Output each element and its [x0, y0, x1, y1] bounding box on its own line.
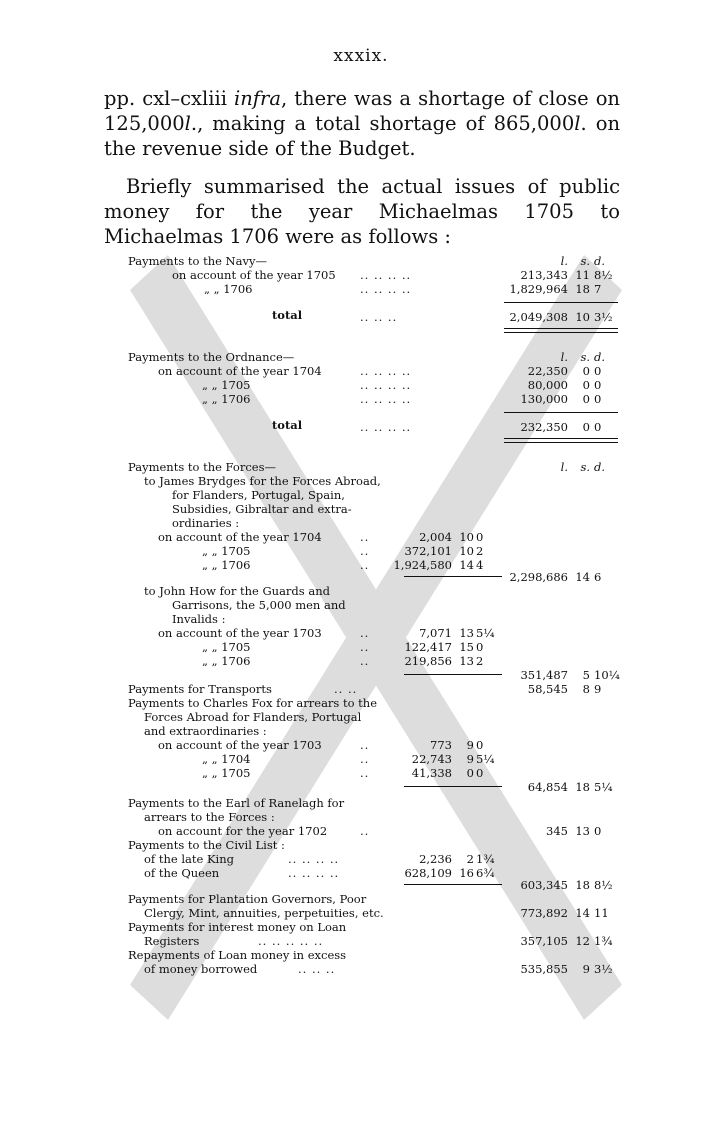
rule: [404, 576, 502, 577]
ordnance-heading: Payments to the Ordnance—: [128, 350, 295, 364]
how-line-1: to John How for the Guards and: [144, 584, 330, 598]
navy-row-1705-label: on account of the year 1705: [172, 268, 336, 282]
brydges-1704-label: on account of the year 1704: [158, 530, 322, 544]
double-rule: [504, 328, 618, 333]
leader-dots: .. .. .. ..: [360, 282, 412, 296]
forces-heading: Payments to the Forces—: [128, 460, 276, 474]
leader-dots: ..: [360, 640, 370, 654]
leader-dots: .. .. .. ..: [360, 378, 412, 392]
civil-list-queen-label: of the Queen: [144, 866, 220, 880]
page-number: xxxix.: [333, 46, 389, 66]
repayments-line-1: Repayments of Loan money in excess: [128, 948, 347, 962]
leader-dots: .. .. ..: [298, 962, 336, 976]
interest-line-2: Registers: [144, 934, 200, 948]
leader-dots: .. .. .. ..: [288, 852, 340, 866]
paragraph-continued: pp. cxl–cxliii infra, there was a shortage of close on 125,000l., making a total shortage of 865,000l. on the revenue side of the Budget.: [104, 87, 621, 160]
issues-table: Payments to the Navy— l. s. d. on account of the year 1705 .. .. .. .. 213,343 11 8½ „ „ 1706 .. .. .. .. 1,829,964 18 7 total .. .. .. 2,049,308 10 3½ Payments to the Ordnance— l. s. d. on account of the year 1704 .. .. .. .. 22,350 0 0 „ „ 1705 .. .. .. .. 80,000 0 0 „ „ 1706 .. .. .. .. 130,000 0 0 total .. .. .. .. 232,350 0 0 Payments to the Forces— l. s. d. to James Brydges for the Forces Abroad, for Flanders, Portugal, Spain, Subsidies, Gibraltar and extra- ordinaries : on account of the year 1704 .. 2,004 10 0 „ „ 1705 .. 372,101 10 2 „ „ 1706 .. 1,924,580 14 4 2,298,686 14 6 to John How for the Guards and Garrisons, the 5,000 men and Invalids : on account of the year 1703 .. 7,071 13 5¼ „ „ 1705 .. 122,417 15 0 „ „ 1706 .. 219,856 13 2 351,487 5 10¼ Payments for Transports .. .. 58,545 8 9 Payments to Charles Fox for arrears to the Forces Abroad for Flanders, Portugal and extraordinaries : on account of the year 1703 .. 773 9 0 „ „ 1704 .. 22,743 9 5¼ „ „ 1705 .. 41,338 0 0 64,854 18 5¼ Payments to the Earl of Ranelagh for arrears to the Forces : on account for the year 1702 .. 345 13 0 Payments to the Civil List : of the late King .. .. .. .. 2,236 2 1¾ of the Queen .. .. .. .. 628,109 16 6¾ 603,345 18 8½ Payments for Plantation Governors, Poor Clergy, Mint, annuities, perpetuities, etc. 773,892 14 11 Payments for interest money on Loan Registers .. .. .. .. .. 357,105 12 1¾ Repayments of Loan money in excess of money borrowed .. .. .. 535,855 9 3½: [128, 254, 620, 976]
civil-list-heading: Payments to the Civil List :: [128, 838, 285, 852]
brydges-line-3: Subsidies, Gibraltar and extra-: [172, 502, 352, 516]
leader-dots: .. .. .. ..: [288, 866, 340, 880]
leader-dots: .. .. .. ..: [360, 420, 412, 434]
ordnance-row-1704-label: on account of the year 1704: [158, 364, 322, 378]
leader-dots: .. .. .. ..: [360, 392, 412, 406]
how-line-3: Invalids :: [172, 612, 226, 626]
fox-1704-label: „ „ 1704: [202, 752, 251, 766]
fox-1703-label: on account of the year 1703: [158, 738, 322, 752]
leader-dots: ..: [360, 654, 370, 668]
plantation-line-1: Payments for Plantation Governors, Poor: [128, 892, 367, 906]
rule: [504, 412, 618, 413]
leader-dots: .. ..: [334, 682, 358, 696]
ordnance-row-1706-label: „ „ 1706: [202, 392, 251, 406]
ranelagh-line-3: on account for the year 1702: [158, 824, 328, 838]
paragraph-intro: Briefly summarised the actual issues of public money for the year Michaelmas 1705 to Michaelmas 1706 were as follows :: [104, 175, 620, 248]
leader-dots: ..: [360, 544, 370, 558]
double-rule: [504, 438, 618, 443]
ranelagh-line-1: Payments to the Earl of Ranelagh for: [128, 796, 345, 810]
navy-heading: Payments to the Navy—: [128, 254, 267, 268]
brydges-line-4: ordinaries :: [172, 516, 240, 530]
leader-dots: .. .. .. .. ..: [258, 934, 324, 948]
ordnance-row-1705-label: „ „ 1705: [202, 378, 251, 392]
leader-dots: .. .. ..: [360, 310, 398, 324]
ranelagh-line-2: arrears to the Forces :: [144, 810, 275, 824]
navy-row-1706-label: „ „ 1706: [204, 282, 253, 296]
navy-total-label: total: [272, 308, 303, 322]
brydges-1706-label: „ „ 1706: [202, 558, 251, 572]
leader-dots: .. .. .. ..: [360, 364, 412, 378]
how-1703-label: on account of the year 1703: [158, 626, 322, 640]
rule: [404, 674, 502, 675]
rule: [504, 302, 618, 303]
fox-line-2: Forces Abroad for Flanders, Portugal: [144, 710, 362, 724]
rule: [404, 786, 502, 787]
leader-dots: ..: [360, 752, 370, 766]
leader-dots: .. .. .. ..: [360, 268, 412, 282]
fox-line-3: and extraordinaries :: [144, 724, 267, 738]
brydges-line-1: to James Brydges for the Forces Abroad,: [144, 474, 381, 488]
leader-dots: ..: [360, 530, 370, 544]
fox-1705-label: „ „ 1705: [202, 766, 251, 780]
fox-line-1: Payments to Charles Fox for arrears to the: [128, 696, 378, 710]
how-1705-label: „ „ 1705: [202, 640, 251, 654]
repayments-line-2: of money borrowed: [144, 962, 258, 976]
interest-line-1: Payments for interest money on Loan: [128, 920, 347, 934]
plantation-line-2: Clergy, Mint, annuities, perpetuities, etc.: [144, 906, 384, 920]
how-1706-label: „ „ 1706: [202, 654, 251, 668]
leader-dots: ..: [360, 738, 370, 752]
leader-dots: ..: [360, 626, 370, 640]
rule: [404, 884, 502, 885]
how-line-2: Garrisons, the 5,000 men and: [172, 598, 346, 612]
civil-list-king-label: of the late King: [144, 852, 234, 866]
brydges-line-2: for Flanders, Portugal, Spain,: [172, 488, 345, 502]
leader-dots: ..: [360, 558, 370, 572]
brydges-1705-label: „ „ 1705: [202, 544, 251, 558]
leader-dots: ..: [360, 766, 370, 780]
ordnance-total-label: total: [272, 418, 303, 432]
leader-dots: ..: [360, 824, 370, 838]
transports-label: Payments for Transports: [128, 682, 272, 696]
